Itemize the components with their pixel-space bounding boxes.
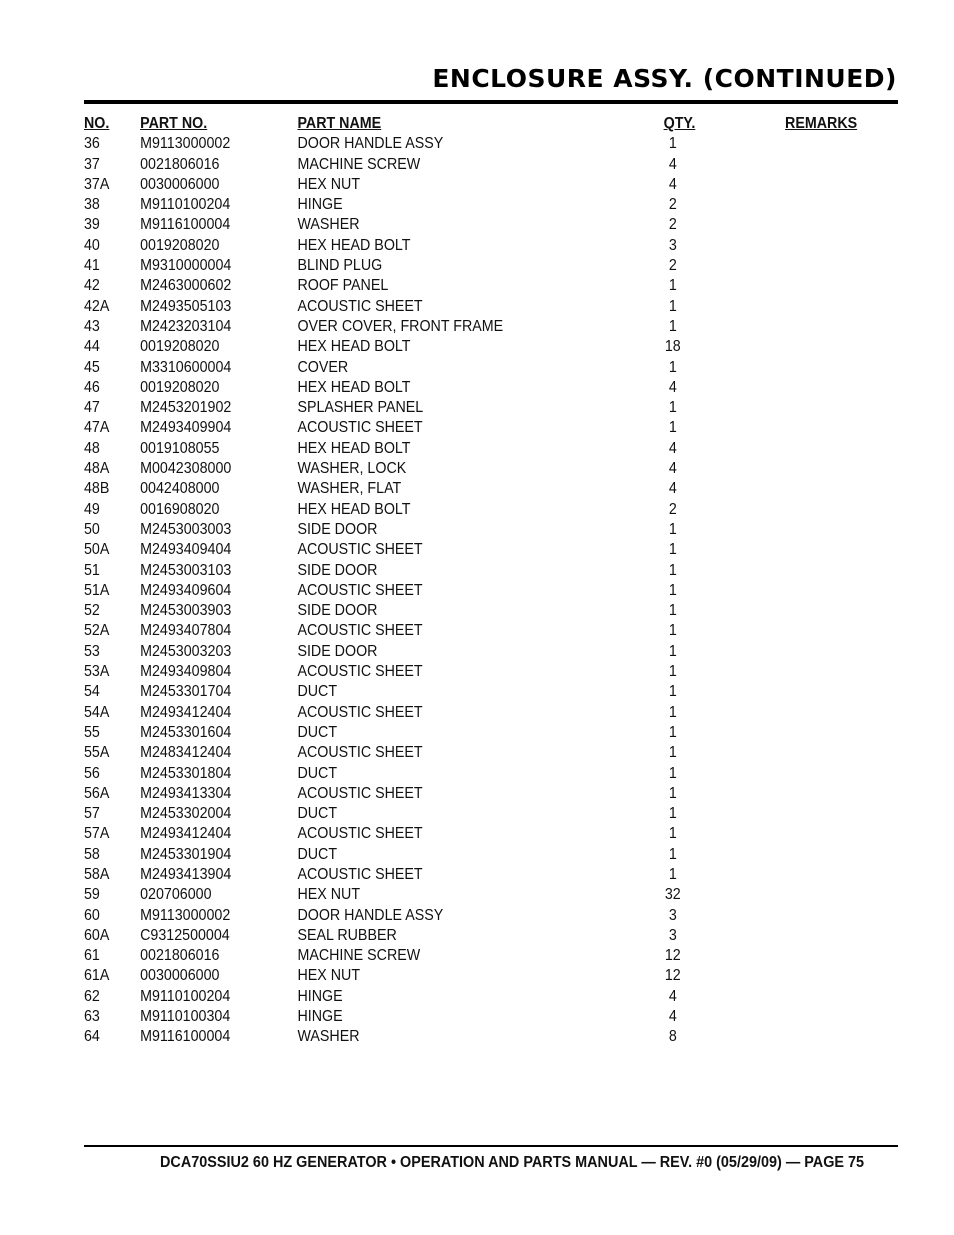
cell-qty: 1	[668, 317, 677, 335]
table-row	[84, 561, 884, 581]
cell-no: 54A	[84, 703, 110, 721]
cell-qty: 1	[668, 622, 677, 640]
table-row	[84, 297, 884, 317]
cell-no: 54	[84, 683, 100, 701]
cell-part-no: M2493505103	[140, 297, 232, 315]
cell-part-no: M2493413304	[140, 784, 232, 802]
cell-part-name: OVER COVER, FRONT FRAME	[297, 317, 504, 335]
table-row	[84, 276, 884, 296]
cell-no: 48A	[84, 460, 110, 478]
table-row	[84, 256, 884, 276]
table-row	[84, 581, 884, 601]
cell-part-no: M9113000002	[140, 135, 231, 153]
cell-part-no: 0019208020	[140, 236, 220, 254]
table-row	[84, 642, 884, 662]
cell-part-name: ACOUSTIC SHEET	[297, 703, 423, 721]
cell-part-name: HEX HEAD BOLT	[297, 500, 411, 518]
cell-part-name: WASHER	[297, 1028, 360, 1046]
cell-part-no: M9113000002	[140, 906, 231, 924]
cell-no: 59	[84, 886, 100, 904]
table-row	[84, 703, 884, 723]
cell-part-name: SEAL RUBBER	[297, 926, 397, 944]
cell-part-name: DUCT	[297, 845, 338, 863]
cell-no: 52	[84, 602, 100, 620]
cell-no: 45	[84, 358, 100, 376]
cell-qty: 1	[668, 865, 677, 883]
cell-no: 42	[84, 277, 100, 295]
cell-part-name: DUCT	[297, 805, 338, 823]
cell-part-no: C9312500004	[140, 926, 230, 944]
cell-part-no: M2493409804	[140, 663, 232, 681]
cell-qty: 1	[668, 764, 677, 782]
table-row	[84, 804, 884, 824]
cell-no: 51	[84, 561, 100, 579]
cell-part-name: ACOUSTIC SHEET	[297, 419, 423, 437]
cell-part-no: M2453003903	[140, 602, 232, 620]
parts-table	[84, 114, 898, 1048]
table-row	[84, 966, 884, 986]
cell-part-name: WASHER	[297, 216, 360, 234]
cell-part-no: M2453301804	[140, 764, 232, 782]
cell-no: 55	[84, 723, 100, 741]
cell-part-no: M2453003203	[140, 642, 232, 660]
cell-no: 44	[84, 338, 100, 356]
cell-part-name: HEX HEAD BOLT	[297, 338, 411, 356]
cell-qty: 1	[668, 784, 677, 802]
cell-part-no: M2493407804	[140, 622, 232, 640]
cell-part-no: M2463000602	[140, 277, 232, 295]
table-row	[84, 621, 884, 641]
cell-part-name: DOOR HANDLE ASSY	[297, 135, 444, 153]
cell-no: 50A	[84, 541, 110, 559]
cell-no: 61	[84, 947, 100, 965]
cell-no: 57	[84, 805, 100, 823]
table-row	[84, 1007, 884, 1027]
cell-part-no: 0019208020	[140, 338, 220, 356]
cell-part-no: 0019208020	[140, 378, 220, 396]
cell-no: 56	[84, 764, 100, 782]
table-row	[84, 479, 884, 499]
cell-part-no: M9310000004	[140, 257, 232, 275]
table-row	[84, 865, 884, 885]
table-row	[84, 662, 884, 682]
cell-no: 40	[84, 236, 100, 254]
cell-part-no: M2453003003	[140, 520, 232, 538]
cell-qty: 1	[668, 723, 677, 741]
cell-qty: 4	[668, 155, 677, 173]
header-qty: QTY.	[663, 115, 696, 132]
cell-qty: 1	[668, 581, 677, 599]
cell-part-name: ACOUSTIC SHEET	[297, 744, 423, 762]
header-part-name: PART NAME	[297, 115, 382, 132]
cell-qty: 1	[668, 845, 677, 863]
cell-part-no: M2483412404	[140, 744, 232, 762]
cell-part-no: M9110100304	[140, 1008, 231, 1026]
table-header-row	[84, 114, 884, 134]
cell-part-name: SIDE DOOR	[297, 642, 378, 660]
cell-qty: 1	[668, 358, 677, 376]
cell-part-name: HEX NUT	[297, 886, 361, 904]
cell-no: 49	[84, 500, 100, 518]
cell-no: 58	[84, 845, 100, 863]
cell-part-name: MACHINE SCREW	[297, 155, 421, 173]
table-body	[84, 134, 898, 1047]
cell-part-name: WASHER, FLAT	[297, 480, 402, 498]
cell-no: 47A	[84, 419, 110, 437]
table-row	[84, 601, 884, 621]
cell-part-no: M2493412404	[140, 825, 232, 843]
cell-part-name: HEX HEAD BOLT	[297, 439, 411, 457]
cell-part-name: ACOUSTIC SHEET	[297, 541, 423, 559]
cell-part-name: SIDE DOOR	[297, 520, 378, 538]
cell-part-name: DOOR HANDLE ASSY	[297, 906, 444, 924]
cell-qty: 4	[668, 175, 677, 193]
table-row	[84, 845, 884, 865]
cell-part-name: HEX HEAD BOLT	[297, 236, 411, 254]
cell-part-name: HEX NUT	[297, 175, 361, 193]
cell-qty: 3	[668, 926, 677, 944]
cell-part-name: ROOF PANEL	[297, 277, 389, 295]
cell-no: 42A	[84, 297, 110, 315]
table-row	[84, 195, 884, 215]
cell-part-name: WASHER, LOCK	[297, 460, 407, 478]
cell-qty: 1	[668, 663, 677, 681]
cell-part-name: SIDE DOOR	[297, 602, 378, 620]
cell-part-no: M2493412404	[140, 703, 232, 721]
cell-no: 53A	[84, 663, 110, 681]
cell-qty: 12	[664, 967, 681, 985]
title-divider	[84, 100, 898, 104]
cell-part-no: M9110100204	[140, 196, 231, 214]
cell-part-no: M0042308000	[140, 460, 232, 478]
cell-part-no: M2453301904	[140, 845, 232, 863]
cell-qty: 1	[668, 683, 677, 701]
cell-part-name: COVER	[297, 358, 349, 376]
cell-part-name: DUCT	[297, 723, 338, 741]
cell-qty: 32	[664, 886, 681, 904]
cell-no: 50	[84, 520, 100, 538]
cell-qty: 2	[668, 500, 677, 518]
cell-part-no: M2453301704	[140, 683, 232, 701]
cell-no: 46	[84, 378, 100, 396]
table-row	[84, 418, 884, 438]
cell-qty: 3	[668, 236, 677, 254]
cell-part-no: M9116100004	[140, 216, 231, 234]
table-row	[84, 824, 884, 844]
table-row	[84, 987, 884, 1007]
cell-no: 61A	[84, 967, 110, 985]
table-row	[84, 378, 884, 398]
cell-part-no: 0042408000	[140, 480, 220, 498]
cell-qty: 1	[668, 744, 677, 762]
cell-no: 57A	[84, 825, 110, 843]
header-part-no: PART NO.	[140, 115, 208, 132]
table-row	[84, 134, 884, 154]
cell-no: 56A	[84, 784, 110, 802]
cell-qty: 1	[668, 277, 677, 295]
table-row	[84, 236, 884, 256]
cell-part-name: ACOUSTIC SHEET	[297, 865, 423, 883]
table-row	[84, 520, 884, 540]
cell-no: 63	[84, 1008, 100, 1026]
cell-qty: 1	[668, 825, 677, 843]
table-row	[84, 764, 884, 784]
cell-qty: 1	[668, 520, 677, 538]
cell-qty: 1	[668, 703, 677, 721]
cell-qty: 12	[664, 947, 681, 965]
cell-qty: 1	[668, 642, 677, 660]
table-row	[84, 459, 884, 479]
cell-qty: 1	[668, 541, 677, 559]
cell-part-no: M2453201902	[140, 399, 232, 417]
cell-qty: 8	[668, 1028, 677, 1046]
cell-part-no: M2453301604	[140, 723, 232, 741]
cell-no: 64	[84, 1028, 100, 1046]
table-row	[84, 317, 884, 337]
table-row	[84, 398, 884, 418]
cell-qty: 18	[664, 338, 681, 356]
cell-part-no: M2493413904	[140, 865, 232, 883]
cell-qty: 4	[668, 439, 677, 457]
cell-qty: 3	[668, 906, 677, 924]
cell-part-no: 0030006000	[140, 175, 220, 193]
cell-part-no: M2493409404	[140, 541, 232, 559]
cell-part-name: BLIND PLUG	[297, 257, 383, 275]
table-row	[84, 885, 884, 905]
cell-part-name: ACOUSTIC SHEET	[297, 663, 423, 681]
header-no: NO.	[84, 115, 110, 132]
cell-no: 47	[84, 399, 100, 417]
cell-part-no: M2493409904	[140, 419, 232, 437]
cell-qty: 2	[668, 216, 677, 234]
page-footer: DCA70SSIU2 60 HZ GENERATOR • OPERATION AND PARTS MANUAL — REV. #0 (05/29/09) — PAGE 75	[159, 1154, 864, 1171]
cell-part-name: ACOUSTIC SHEET	[297, 581, 423, 599]
cell-qty: 2	[668, 257, 677, 275]
cell-qty: 1	[668, 419, 677, 437]
cell-part-name: SPLASHER PANEL	[297, 399, 424, 417]
cell-part-name: SIDE DOOR	[297, 561, 378, 579]
footer-divider	[84, 1145, 898, 1147]
cell-part-name: ACOUSTIC SHEET	[297, 784, 423, 802]
cell-part-name: HINGE	[297, 196, 343, 214]
cell-no: 60A	[84, 926, 110, 944]
cell-qty: 4	[668, 378, 677, 396]
cell-part-no: 0030006000	[140, 967, 220, 985]
cell-qty: 1	[668, 561, 677, 579]
cell-qty: 1	[668, 399, 677, 417]
header-remarks: REMARKS	[785, 115, 858, 132]
cell-no: 39	[84, 216, 100, 234]
cell-part-name: HINGE	[297, 1008, 343, 1026]
table-row	[84, 906, 884, 926]
cell-part-no: 0021806016	[140, 947, 220, 965]
table-row	[84, 358, 884, 378]
cell-qty: 2	[668, 196, 677, 214]
cell-no: 37A	[84, 175, 110, 193]
table-row	[84, 1027, 884, 1047]
cell-no: 43	[84, 317, 100, 335]
cell-part-no: 0021806016	[140, 155, 220, 173]
cell-no: 41	[84, 257, 100, 275]
cell-part-name: DUCT	[297, 764, 338, 782]
cell-part-no: 020706000	[140, 886, 212, 904]
table-row	[84, 540, 884, 560]
cell-part-name: HEX HEAD BOLT	[297, 378, 411, 396]
table-row	[84, 175, 884, 195]
cell-no: 53	[84, 642, 100, 660]
cell-no: 38	[84, 196, 100, 214]
cell-qty: 4	[668, 987, 677, 1005]
cell-part-no: M2493409604	[140, 581, 232, 599]
cell-no: 52A	[84, 622, 110, 640]
cell-no: 51A	[84, 581, 110, 599]
cell-no: 55A	[84, 744, 110, 762]
cell-qty: 4	[668, 1008, 677, 1026]
cell-no: 58A	[84, 865, 110, 883]
cell-part-no: M3310600004	[140, 358, 232, 376]
table-row	[84, 155, 884, 175]
cell-qty: 1	[668, 297, 677, 315]
cell-part-name: HEX NUT	[297, 967, 361, 985]
page-title: ENCLOSURE ASSY. (CONTINUED)	[432, 64, 897, 93]
table-row	[84, 500, 884, 520]
cell-part-no: M9110100204	[140, 987, 231, 1005]
table-row	[84, 215, 884, 235]
cell-part-no: 0016908020	[140, 500, 220, 518]
cell-part-no: M2453302004	[140, 805, 232, 823]
table-row	[84, 682, 884, 702]
cell-part-name: ACOUSTIC SHEET	[297, 825, 423, 843]
cell-part-name: ACOUSTIC SHEET	[297, 622, 423, 640]
cell-qty: 1	[668, 135, 677, 153]
cell-part-no: M2423203104	[140, 317, 232, 335]
cell-part-name: HINGE	[297, 987, 343, 1005]
cell-part-name: DUCT	[297, 683, 338, 701]
cell-part-no: 0019108055	[140, 439, 220, 457]
cell-part-no: M2453003103	[140, 561, 232, 579]
table-row	[84, 784, 884, 804]
cell-part-name: MACHINE SCREW	[297, 947, 421, 965]
cell-no: 48	[84, 439, 100, 457]
cell-part-name: ACOUSTIC SHEET	[297, 297, 423, 315]
cell-part-no: M9116100004	[140, 1028, 231, 1046]
table-row	[84, 439, 884, 459]
table-row	[84, 723, 884, 743]
table-row	[84, 337, 884, 357]
cell-no: 48B	[84, 480, 110, 498]
cell-qty: 4	[668, 480, 677, 498]
cell-qty: 4	[668, 460, 677, 478]
cell-no: 60	[84, 906, 100, 924]
cell-qty: 1	[668, 805, 677, 823]
table-row	[84, 743, 884, 763]
table-row	[84, 926, 884, 946]
cell-no: 62	[84, 987, 100, 1005]
table-row	[84, 946, 884, 966]
cell-no: 37	[84, 155, 100, 173]
cell-no: 36	[84, 135, 100, 153]
cell-qty: 1	[668, 602, 677, 620]
